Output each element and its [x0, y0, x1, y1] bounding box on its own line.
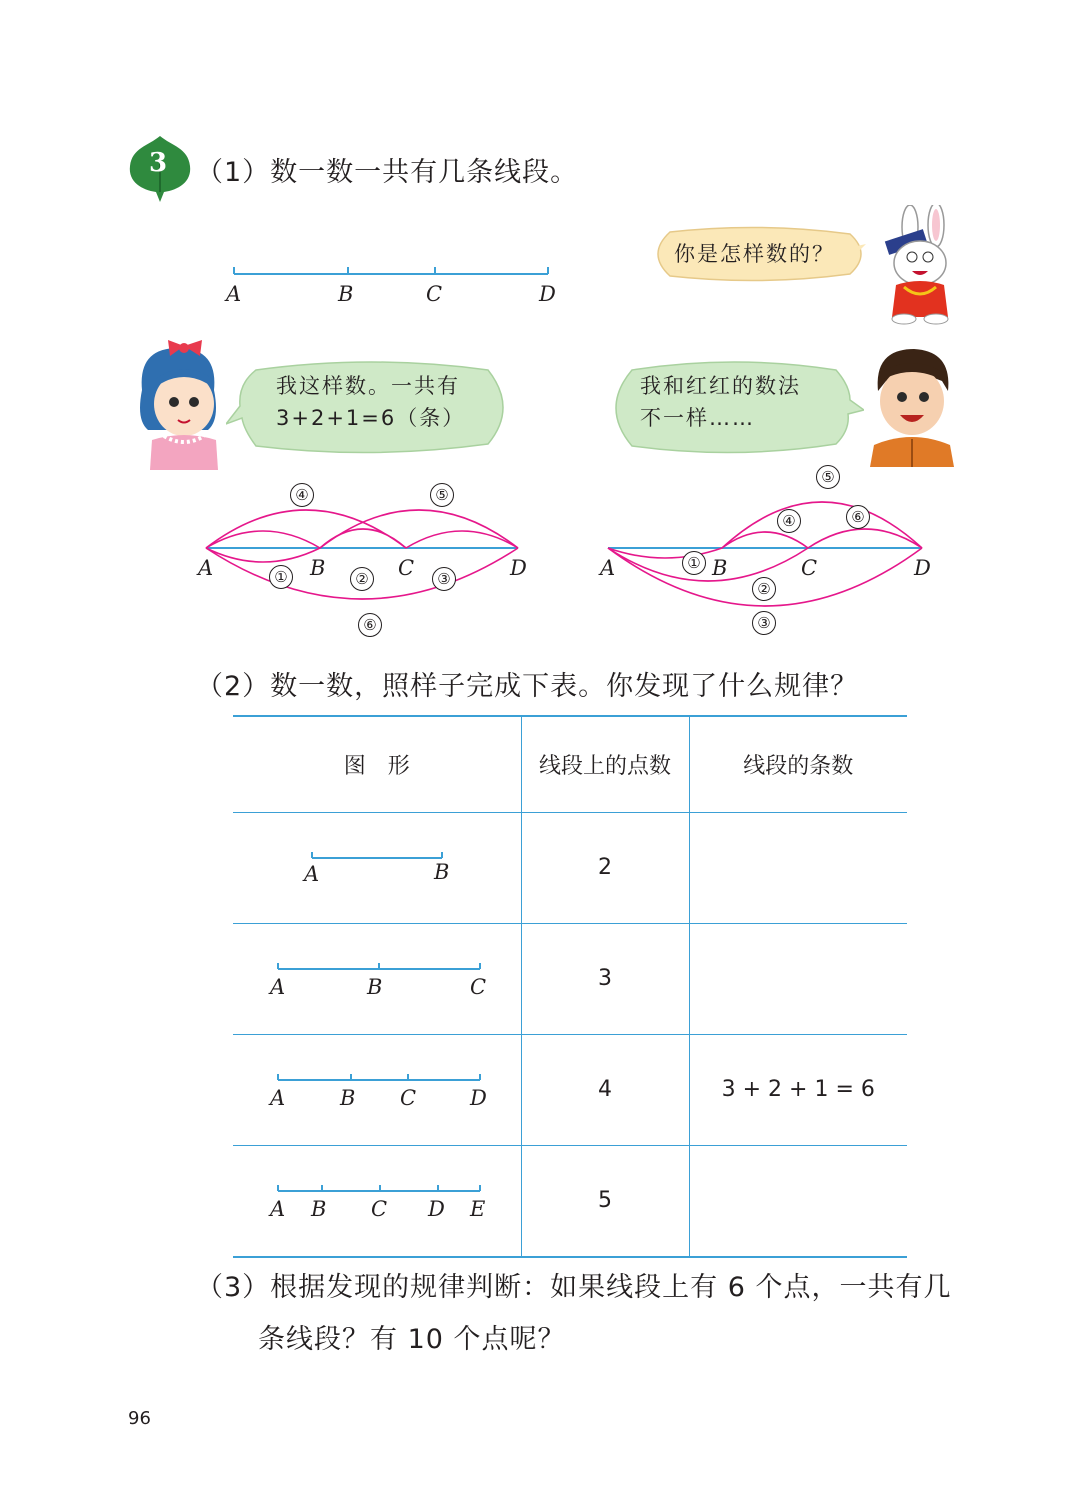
point-label: C	[470, 974, 487, 999]
points-cell: 3	[521, 923, 689, 1034]
figure-cell	[233, 1145, 521, 1257]
boy-bubble-line2: 不一样……	[640, 406, 755, 430]
girl-bubble-line1: 我这样数。一共有	[276, 374, 460, 398]
table-header-row	[233, 716, 907, 812]
right-arc-number-2: ②	[752, 577, 776, 601]
point-label: B	[367, 974, 383, 999]
segment-figure	[274, 1183, 484, 1197]
main-label-a: A	[226, 282, 242, 306]
segment-figure	[274, 1072, 484, 1086]
left-label-d: D	[510, 556, 527, 580]
main-label-d: D	[539, 282, 556, 306]
left-arc-number-2: ②	[350, 567, 374, 591]
table-row	[233, 812, 907, 923]
rabbit-icon	[870, 205, 960, 325]
main-label-c: C	[426, 282, 443, 306]
left-arc-number-1: ①	[269, 565, 293, 589]
boy-icon	[864, 345, 960, 467]
right-label-c: C	[801, 556, 818, 580]
left-arc-number-3: ③	[432, 567, 456, 591]
left-arc-number-5: ⑤	[430, 483, 454, 507]
point-label: B	[340, 1085, 356, 1110]
right-label-a: A	[600, 556, 616, 580]
right-label-d: D	[914, 556, 931, 580]
part1-heading: （1）数一数一共有几条线段。	[196, 157, 579, 188]
left-label-c: C	[398, 556, 415, 580]
points-cell: 4	[521, 1034, 689, 1145]
left-arc-number-4: ④	[290, 483, 314, 507]
point-label: C	[371, 1196, 388, 1221]
segment-figure	[274, 961, 484, 975]
count-cell	[689, 1145, 907, 1257]
point-label: A	[304, 861, 320, 886]
point-label: A	[270, 974, 286, 999]
points-cell: 5	[521, 1145, 689, 1257]
part2-heading: （2）数一数，照样子完成下表。你发现了什么规律？	[196, 671, 859, 702]
boy-bubble-line1: 我和红红的数法	[640, 374, 801, 398]
point-label: C	[400, 1085, 417, 1110]
right-arc-number-5: ⑤	[816, 465, 840, 489]
main-label-b: B	[338, 282, 354, 306]
part3-line1: （3）根据发现的规律判断：如果线段上有 6 个点，一共有几	[196, 1272, 952, 1303]
count-cell	[689, 812, 907, 923]
figure-cell	[233, 923, 521, 1034]
right-arc-number-4: ④	[777, 509, 801, 533]
figure-cell	[233, 812, 521, 923]
figure-cell	[233, 1034, 521, 1145]
table-row	[233, 923, 907, 1034]
right-label-b: B	[712, 556, 728, 580]
left-arc-diagram	[200, 500, 530, 620]
count-cell	[689, 923, 907, 1034]
point-label: B	[434, 859, 450, 884]
count-cell: 3 + 2 + 1 = 6	[689, 1034, 907, 1145]
right-arc-number-6: ⑥	[846, 505, 870, 529]
table-row	[233, 1145, 907, 1257]
segment-figure	[308, 850, 448, 864]
problem-number: 3	[149, 148, 168, 178]
right-arc-number-1: ①	[682, 551, 706, 575]
header-points: 线段上的点数	[521, 716, 689, 812]
main-segment	[226, 262, 556, 282]
point-label: B	[311, 1196, 327, 1221]
left-arc-number-6: ⑥	[358, 613, 382, 637]
left-label-a: A	[198, 556, 214, 580]
point-label: D	[470, 1085, 487, 1110]
table-row	[233, 1034, 907, 1145]
header-count: 线段的条数	[689, 716, 907, 812]
girl-icon	[128, 340, 228, 470]
header-figure: 图 形	[343, 753, 410, 779]
page-number: 96	[128, 1408, 151, 1429]
points-cell: 2	[521, 812, 689, 923]
point-label: D	[428, 1196, 445, 1221]
girl-bubble-line2: 3+2+1=6（条）	[276, 406, 466, 430]
segment-count-table	[233, 715, 907, 1258]
rabbit-bubble-text: 你是怎样数的？	[674, 242, 835, 266]
left-label-b: B	[310, 556, 326, 580]
point-label: A	[270, 1196, 286, 1221]
right-arc-number-3: ③	[752, 611, 776, 635]
part3-line2: 条线段？有 10 个点呢？	[258, 1324, 566, 1355]
point-label: A	[270, 1085, 286, 1110]
point-label: E	[470, 1196, 486, 1221]
